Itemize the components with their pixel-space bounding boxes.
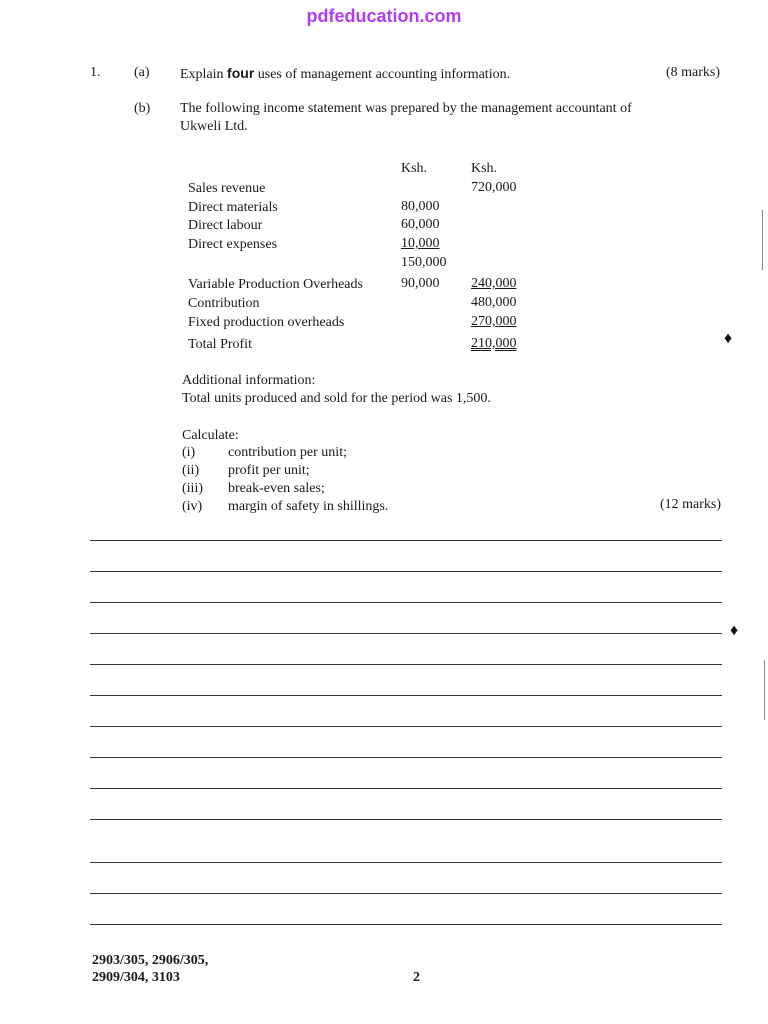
answer-line [90,602,722,603]
part-a-text-end: uses of management accounting information. [254,67,511,82]
page-number: 2 [413,970,420,985]
answer-line [90,540,722,541]
paper-code-line1: 2903/305, 2906/305, [92,953,209,968]
calculate-item-text: margin of safety in shillings. [228,499,389,514]
part-a-label: (a) [134,65,150,80]
calculate-item-text: profit per unit; [228,463,310,478]
answer-line [90,788,722,789]
part-b-line1: The following income statement was prepared by the management accountant of [180,101,632,116]
question-number: 1. [90,65,101,80]
part-b-line2: Ukweli Ltd. [180,119,248,134]
answer-line [90,695,722,696]
ink-blot-mark: ♦ [724,330,733,347]
part-b-label: (b) [134,101,151,116]
scan-edge-mark [762,210,763,270]
watermark: pdfeducation.com [306,6,462,26]
additional-heading: Additional information: [182,373,316,388]
statement-row-label: Sales revenue [188,181,266,196]
statement-col-header-1: Ksh. [401,161,428,176]
statement-row-value: 90,000 [401,276,440,291]
ink-blot-mark: ♦ [730,622,739,639]
statement-row-value: 150,000 [401,255,447,270]
answer-line [90,633,722,634]
statement-row-value: 240,000 [471,276,517,291]
part-a-text [180,64,510,84]
answer-line [90,924,722,925]
statement-row-label: Direct expenses [188,237,278,252]
statement-row-value: 720,000 [471,180,517,195]
answer-line [90,862,722,863]
statement-row-label: Fixed production overheads [188,315,345,330]
statement-row-label: Total Profit [188,337,252,352]
answer-line [90,893,722,894]
calculate-heading: Calculate: [182,428,239,443]
calculate-item-num: (i) [182,445,196,460]
statement-row-label: Contribution [188,296,260,311]
additional-text: Total units produced and sold for the period was 1,500. [182,391,491,406]
statement-row-label: Direct labour [188,218,263,233]
statement-col-header-2: Ksh. [471,161,498,176]
statement-row-value: 270,000 [471,314,517,329]
scan-edge-mark [764,660,765,720]
calculate-item-num: (iii) [182,481,203,496]
calculate-marks: (12 marks) [660,497,722,512]
statement-row-value: 80,000 [401,199,440,214]
answer-line [90,571,722,572]
calculate-item-num: (ii) [182,463,200,478]
answer-line [90,664,722,665]
statement-row-value: 60,000 [401,217,440,232]
part-a-text-start: Explain [180,67,228,82]
calculate-item-text: contribution per unit; [228,445,347,460]
statement-row-label: Direct materials [188,200,278,215]
calculate-item-text: break-even sales; [228,481,325,496]
statement-row-value: 210,000 [471,336,517,351]
part-a-text-bold: four [227,65,255,81]
statement-row-value: 10,000 [401,236,440,251]
paper-code-line2: 2909/304, 3103 [92,970,180,985]
answer-line [90,726,722,727]
statement-row-label: Variable Production Overheads [188,277,363,292]
calculate-item-num: (iv) [182,499,203,514]
answer-line [90,819,722,820]
part-a-marks: (8 marks) [666,65,721,80]
statement-row-value: 480,000 [471,295,517,310]
answer-line [90,757,722,758]
